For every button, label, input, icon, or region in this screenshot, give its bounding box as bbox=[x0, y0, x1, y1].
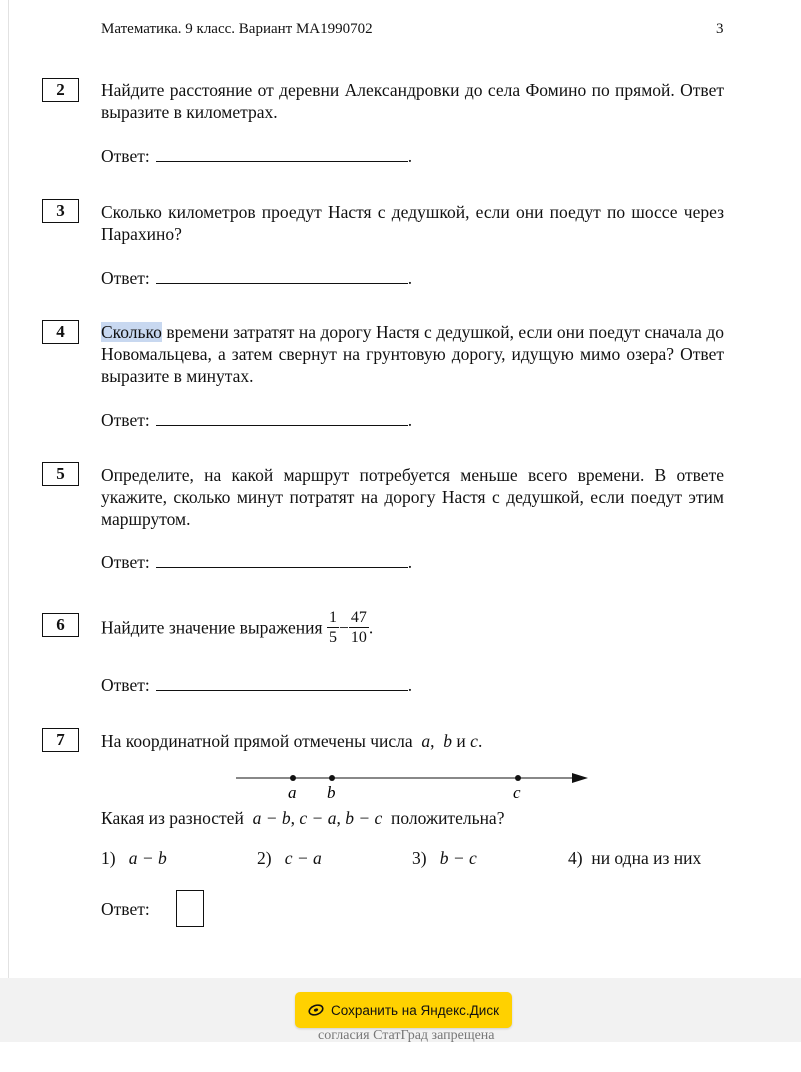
point-c bbox=[515, 775, 521, 781]
conj: и bbox=[456, 731, 466, 751]
option-1-value: a − b bbox=[128, 848, 167, 868]
option-4-number: 4) bbox=[568, 848, 583, 868]
answer-line[interactable] bbox=[156, 269, 408, 284]
fraction-1 bbox=[327, 608, 339, 647]
question-number-6: 6 bbox=[42, 613, 79, 637]
point-a bbox=[290, 775, 296, 781]
fraction-2 bbox=[349, 608, 369, 647]
question-7-subquestion: Какая из разностей a − b, c − a, b − c положительна? bbox=[101, 808, 505, 828]
question-number-4: 4 bbox=[42, 320, 79, 344]
page-header-title: Математика. 9 класс. Вариант МА1990702 bbox=[101, 21, 373, 37]
answer-end: . bbox=[407, 268, 413, 288]
question-6-end: . bbox=[368, 617, 374, 638]
var-a: a bbox=[421, 731, 431, 751]
option-2-number: 2) bbox=[257, 848, 272, 868]
answer-row-6 bbox=[101, 675, 412, 696]
question-6-text bbox=[101, 608, 373, 647]
answer-end: . bbox=[407, 146, 413, 166]
option-3[interactable] bbox=[412, 848, 477, 869]
difference-1: a − b bbox=[252, 808, 291, 828]
answer-row-7 bbox=[101, 899, 150, 920]
label-a: a bbox=[288, 783, 297, 802]
question-3-text: Сколько километров проедут Настя с дедушкой, если они поедут по шоссе через Парахино? bbox=[101, 202, 724, 244]
answer-row-5 bbox=[101, 552, 412, 573]
answer-end: . bbox=[407, 410, 413, 430]
difference-2: c − a bbox=[299, 808, 337, 828]
option-4-value: ни одна из них bbox=[591, 848, 702, 868]
answer-label: Ответ: bbox=[101, 268, 150, 288]
fraction-1-numerator: 1 bbox=[328, 609, 337, 626]
option-4[interactable] bbox=[568, 848, 701, 869]
question-7-end: . bbox=[477, 731, 483, 751]
question-number-2: 2 bbox=[42, 78, 79, 102]
fraction-2-numerator: 47 bbox=[350, 609, 367, 626]
subquestion-end: положительна? bbox=[391, 808, 505, 828]
label-b: b bbox=[327, 783, 336, 802]
option-1-number: 1) bbox=[101, 848, 116, 868]
footer-text-behind: согласия СтатГрад запрещена bbox=[318, 1028, 495, 1043]
highlighted-selection[interactable]: Сколько bbox=[101, 322, 162, 342]
answer-line[interactable] bbox=[156, 147, 408, 162]
sep: , bbox=[430, 731, 435, 751]
subquestion-prompt: Какая из разностей bbox=[101, 808, 244, 828]
point-b bbox=[329, 775, 335, 781]
difference-3: b − c bbox=[345, 808, 383, 828]
question-4-text-rest: времени затратят на дорогу Настя с дедушкой, если они поедут сначала до Новомальцева, а затем свернут на грунтовую дорогу, идущую мимо озера? Ответ выразите в минутах. bbox=[101, 322, 724, 386]
answer-row-3 bbox=[101, 268, 412, 289]
question-2-text: Найдите расстояние от деревни Александровки до села Фомино по прямой. Ответ выразите в километрах. bbox=[101, 80, 724, 122]
answer-label: Ответ: bbox=[101, 552, 150, 572]
number-line-arrow bbox=[572, 773, 588, 783]
question-number-3: 3 bbox=[42, 199, 79, 223]
question-5-text: Определите, на какой маршрут потребуется меньше всего времени. В ответе укажите, сколько минут потратят на дорогу Настя с дедушкой, если поедут этим маршрутом. bbox=[101, 465, 724, 529]
page-edge bbox=[8, 0, 9, 980]
option-3-number: 3) bbox=[412, 848, 427, 868]
label-c: c bbox=[513, 783, 521, 802]
var-b: b bbox=[443, 731, 453, 751]
answer-end: . bbox=[407, 552, 413, 572]
answer-label: Ответ: bbox=[101, 410, 150, 430]
disk-icon bbox=[308, 1004, 324, 1016]
option-1[interactable] bbox=[101, 848, 167, 869]
answer-line[interactable] bbox=[156, 553, 408, 568]
question-7-text bbox=[101, 730, 482, 752]
option-2-value: c − a bbox=[284, 848, 322, 868]
fraction-1-denominator: 5 bbox=[328, 629, 337, 646]
save-button-label: Сохранить на Яндекс.Диск bbox=[330, 1002, 500, 1018]
question-7-prompt: На координатной прямой отмечены числа bbox=[101, 731, 413, 751]
option-2[interactable] bbox=[257, 848, 322, 869]
answer-line[interactable] bbox=[156, 411, 408, 426]
number-line bbox=[230, 766, 594, 806]
answer-label: Ответ: bbox=[101, 899, 150, 919]
option-3-value: b − c bbox=[439, 848, 477, 868]
answer-end: . bbox=[407, 675, 413, 695]
answer-row-2 bbox=[101, 146, 412, 167]
answer-box[interactable] bbox=[176, 890, 204, 927]
answer-row-4 bbox=[101, 410, 412, 431]
answer-label: Ответ: bbox=[101, 146, 150, 166]
answer-line[interactable] bbox=[156, 676, 408, 691]
minus-sign: − bbox=[338, 617, 349, 638]
question-6-prompt: Найдите значение выражения bbox=[101, 617, 323, 638]
fraction-2-denominator: 10 bbox=[350, 629, 367, 646]
question-4-text bbox=[101, 321, 724, 387]
save-to-yandex-disk-button[interactable] bbox=[295, 992, 512, 1028]
question-number-7: 7 bbox=[42, 728, 79, 752]
question-number-5: 5 bbox=[42, 462, 79, 486]
answer-label: Ответ: bbox=[101, 675, 150, 695]
page-number: 3 bbox=[716, 21, 724, 37]
var-c: c bbox=[470, 731, 478, 751]
